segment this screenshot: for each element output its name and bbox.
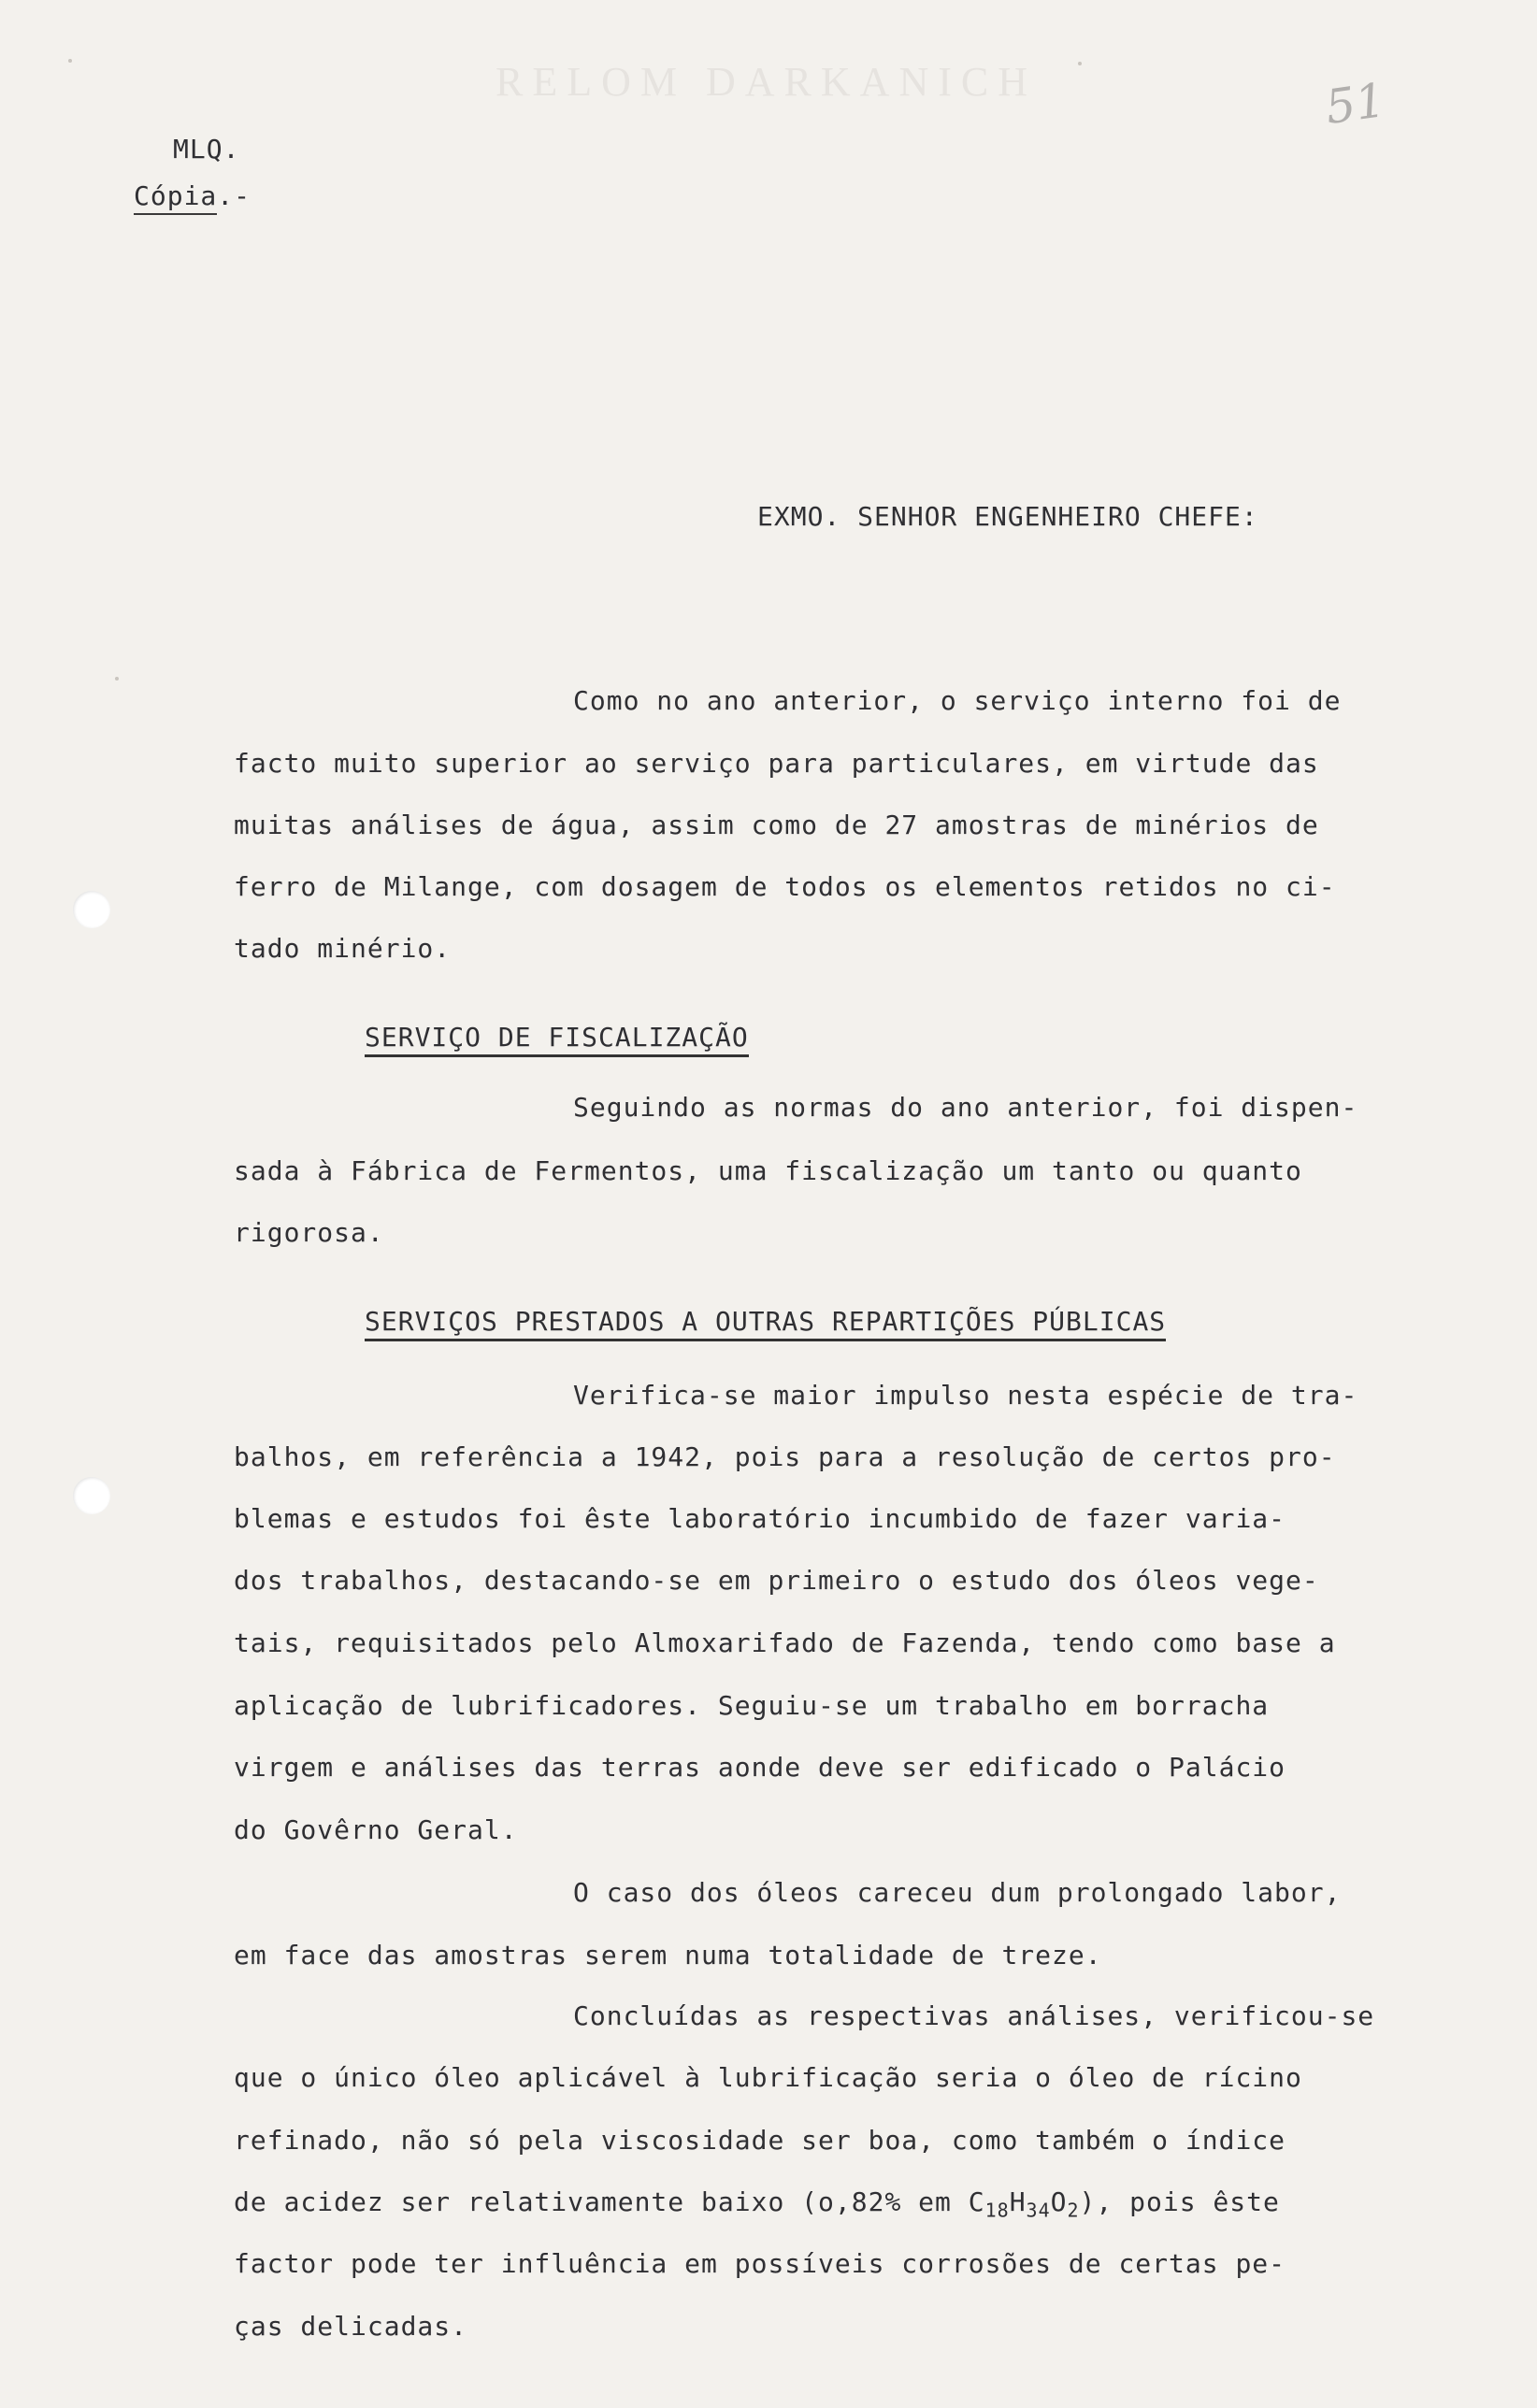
paragraph-line: Como no ano anterior, o serviço interno foi de	[573, 685, 1342, 716]
section-heading-fiscalizacao: SERVIÇO DE FISCALIZAÇÃO	[365, 1022, 749, 1057]
copy-label	[134, 180, 251, 211]
paragraph-line: que o único óleo aplicável à lubrificação seria o óleo de rícino	[234, 2062, 1302, 2093]
paragraph-line: Concluídas as respectivas análises, verificou-se	[573, 2000, 1375, 2031]
salutation: EXMO. SENHOR ENGENHEIRO CHEFE:	[757, 501, 1258, 532]
paragraph-line: ferro de Milange, com dosagem de todos os elementos retidos no ci-	[234, 871, 1336, 902]
paragraph-line: virgem e análises das terras aonde deve ser edificado o Palácio	[234, 1752, 1286, 1783]
paragraph-line: facto muito superior ao serviço para particulares, em virtude das	[234, 748, 1319, 779]
paragraph-line: do Govêrno Geral.	[234, 1814, 518, 1845]
reference-code: MLQ.	[173, 134, 240, 165]
paragraph-line: sada à Fábrica de Fermentos, uma fiscalização um tanto ou quanto	[234, 1155, 1302, 1186]
copy-word: Cópia	[134, 180, 217, 215]
paragraph-line: blemas e estudos foi êste laboratório incumbido de fazer varia-	[234, 1503, 1286, 1534]
paragraph-line: aplicação de lubrificadores. Seguiu-se um trabalho em borracha	[234, 1690, 1270, 1721]
formula-element: O	[1050, 2186, 1068, 2217]
folio-number: 51	[1322, 72, 1389, 136]
paragraph-line: ças delicadas.	[234, 2311, 468, 2342]
formula-text-before: de acidez ser relativamente baixo (o,82% em C	[234, 2186, 985, 2217]
paragraph-line: Verifica-se maior impulso nesta espécie de tra-	[573, 1380, 1358, 1411]
paragraph-line: tado minério.	[234, 933, 452, 964]
paragraph-line: muitas análises de água, assim como de 27 amostras de minérios de	[234, 810, 1319, 840]
paragraph-line: dos trabalhos, destacando-se em primeiro o estudo dos óleos vege-	[234, 1565, 1319, 1596]
paper-speck	[1078, 62, 1082, 65]
copy-suffix: .-	[217, 180, 251, 211]
paragraph-line: em face das amostras serem numa totalidade de treze.	[234, 1940, 1102, 1971]
formula-subscript: 18	[984, 2199, 1010, 2222]
punch-hole	[73, 1477, 110, 1514]
paragraph-line: balhos, em referência a 1942, pois para a resolução de certos pro-	[234, 1441, 1336, 1472]
paragraph-line: tais, requisitados pelo Almoxarifado de Fazenda, tendo como base a	[234, 1627, 1336, 1658]
paragraph-line: rigorosa.	[234, 1217, 384, 1248]
formula-element: H	[1009, 2186, 1027, 2217]
paragraph-line: O caso dos óleos careceu dum prolongado labor,	[573, 1877, 1342, 1908]
paper-speck	[115, 677, 119, 681]
paragraph-line: refinado, não só pela viscosidade ser boa, como também o índice	[234, 2125, 1286, 2156]
punch-hole	[73, 891, 110, 928]
formula-text-after: ), pois êste	[1079, 2186, 1280, 2217]
paper-speck	[68, 59, 72, 63]
section-heading-servicos: SERVIÇOS PRESTADOS A OUTRAS REPARTIÇÕES PÚBLICAS	[365, 1306, 1166, 1341]
ghost-stamp-bleedthrough: RELOM DARKANICH	[496, 59, 1037, 105]
paragraph-line: Seguindo as normas do ano anterior, foi dispen-	[573, 1092, 1358, 1123]
formula-subscript: 34	[1026, 2199, 1051, 2222]
formula-line	[234, 2186, 1280, 2222]
paragraph-line: factor pode ter influência em possíveis corrosões de certas pe-	[234, 2248, 1286, 2279]
formula-subscript: 2	[1067, 2199, 1080, 2222]
